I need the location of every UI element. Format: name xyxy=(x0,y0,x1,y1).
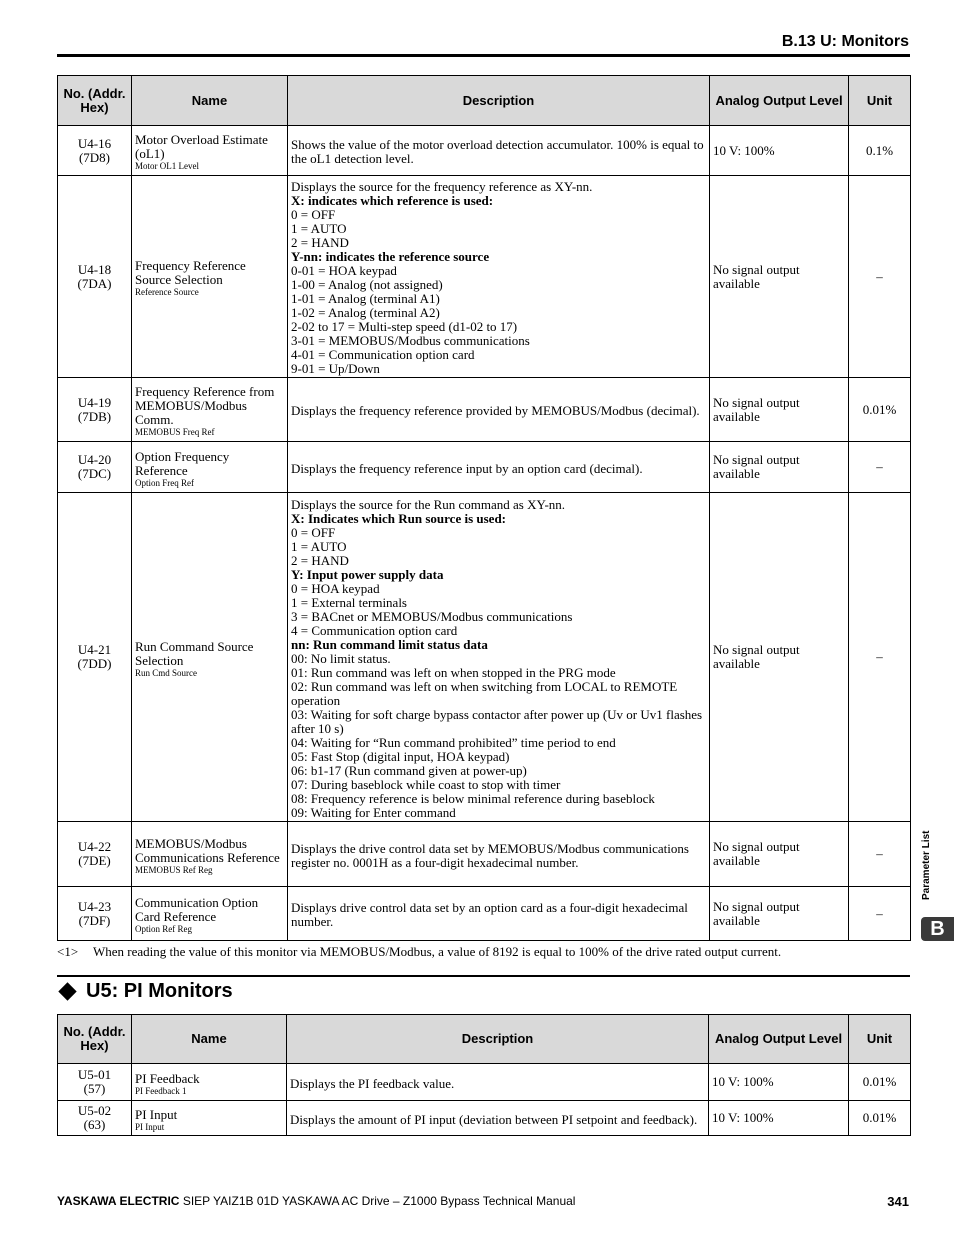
parameter-number: U5-02 xyxy=(77,1103,112,1118)
lcd-display-name: Option Freq Ref xyxy=(135,477,194,488)
parameter-number-cell xyxy=(58,1101,132,1136)
description-line: 4-01 = Communication option card xyxy=(291,347,475,362)
description-line: 1-01 = Analog (terminal A1) xyxy=(291,291,440,306)
description-line: 1 = AUTO xyxy=(291,221,347,236)
lcd-display-name: Reference Source xyxy=(135,287,199,297)
parameter-name-cell xyxy=(132,1064,287,1101)
page-number: 341 xyxy=(887,1194,909,1209)
description-line: 03: Waiting for soft charge bypass contactor after power up (Uv or Uv1 flashes after 10 s) xyxy=(291,706,703,736)
column-header-description: Description xyxy=(287,1015,709,1064)
parameter-number-cell xyxy=(58,442,132,493)
column-header-name: Name xyxy=(132,76,288,126)
parameter-number-cell xyxy=(58,822,132,887)
parameter-name: PI Feedback xyxy=(135,1070,200,1086)
column-header-description: Description xyxy=(288,76,710,126)
description-line: Displays the amount of PI input (deviation between PI setpoint and feedback). xyxy=(290,1111,698,1127)
description-line: 2 = HAND xyxy=(291,552,349,568)
parameter-name-cell xyxy=(132,176,288,378)
analog-output-level: 10 V: 100% xyxy=(709,1101,849,1136)
parameter-name: Communication Option Card Reference xyxy=(135,895,259,924)
table-row xyxy=(58,887,911,941)
parameter-number: U4-23 xyxy=(77,898,112,914)
table-row xyxy=(58,442,911,493)
parameter-number-cell xyxy=(58,176,132,378)
description-line: Y: Input power supply data xyxy=(291,566,444,582)
description-line: 3 = BACnet or MEMOBUS/Modbus communications xyxy=(291,608,573,624)
u5-monitor-table xyxy=(57,1014,911,1136)
parameter-name: Frequency Reference from MEMOBUS/Modbus Comm. xyxy=(135,384,275,427)
parameter-number: U4-16 xyxy=(77,135,112,151)
parameter-number-cell xyxy=(58,493,132,822)
description-line: Displays drive control data set by an option card as a four-digit hexadecimal number. xyxy=(291,900,688,929)
description-cell xyxy=(288,378,710,442)
description-line: Displays the source for the Run command as XY-nn. xyxy=(291,496,566,512)
description-cell xyxy=(288,176,710,378)
parameter-number-cell xyxy=(58,378,132,442)
section-header-title: B.13 U: Monitors xyxy=(781,33,909,50)
parameter-address: (7DC) xyxy=(77,466,112,481)
description-line: 05: Fast Stop (digital input, HOA keypad) xyxy=(291,748,510,764)
lcd-display-name: PI Input xyxy=(135,1121,165,1132)
lcd-display-name: Motor OL1 Level xyxy=(135,161,199,171)
description-line: 9-01 = Up/Down xyxy=(291,361,380,376)
footnote xyxy=(57,944,781,960)
table-row xyxy=(58,493,911,822)
parameter-address: (63) xyxy=(83,1117,106,1132)
description-cell xyxy=(288,887,710,941)
description-line: 0 = OFF xyxy=(291,524,336,540)
parameter-number: U4-20 xyxy=(77,452,112,467)
description-line: Shows the value of the motor overload detection accumulator. 100% is equal to the oL1 detection level. xyxy=(291,137,704,166)
column-header-analog-output: Analog Output Level xyxy=(710,76,849,126)
description-line: Displays the PI feedback value. xyxy=(290,1075,455,1091)
parameter-address: (7DA) xyxy=(77,275,112,291)
parameter-number: U4-22 xyxy=(77,839,112,854)
lcd-display-name: Option Ref Reg xyxy=(135,924,192,934)
description-line: 3-01 = MEMOBUS/Modbus communications xyxy=(291,333,530,348)
footer-manual-title: SIEP YAIZ1B 01D YASKAWA AC Drive – Z1000 Bypass Technical Manual xyxy=(182,1194,576,1208)
description-line: Displays the frequency reference input by an option card (decimal). xyxy=(291,460,643,476)
parameter-number-cell xyxy=(58,887,132,941)
column-header-unit: Unit xyxy=(849,1015,911,1064)
unit: – xyxy=(849,822,911,887)
footnote-mark: <1> xyxy=(57,944,79,959)
table-row xyxy=(58,378,911,442)
description-line: 1 = External terminals xyxy=(291,594,407,610)
description-line: 1-02 = Analog (terminal A2) xyxy=(291,305,440,320)
unit: 0.01% xyxy=(849,378,911,442)
section-heading-text: U5: PI Monitors xyxy=(86,980,233,1002)
unit: 0.01% xyxy=(849,1101,911,1136)
description-line: nn: Run command limit status data xyxy=(291,636,488,652)
table-row xyxy=(58,1064,911,1101)
description-line: 2-02 to 17 = Multi-step speed (d1-02 to 17) xyxy=(291,319,518,334)
u4-monitor-table xyxy=(57,75,911,941)
analog-output-level: No signal output available xyxy=(710,493,849,822)
description-line: 00: No limit status. xyxy=(291,650,391,666)
description-line: 08: Frequency reference is below minimal reference during baseblock xyxy=(291,790,655,806)
description-line: Displays the frequency reference provided by MEMOBUS/Modbus (decimal). xyxy=(291,403,700,418)
analog-output-level: No signal output available xyxy=(710,378,849,442)
description-cell xyxy=(287,1064,709,1101)
parameter-address: (7DE) xyxy=(78,853,111,868)
table-row xyxy=(58,126,911,176)
description-line: 06: b1-17 (Run command given at power-up) xyxy=(291,762,527,778)
description-line: X: indicates which reference is used: xyxy=(291,193,494,208)
parameter-address: (7D8) xyxy=(78,149,111,165)
section-rule xyxy=(57,975,910,977)
parameter-number-cell xyxy=(58,1064,132,1101)
parameter-name: PI Input xyxy=(135,1106,178,1122)
description-cell xyxy=(288,126,710,176)
description-line: Displays the source for the frequency reference as XY-nn. xyxy=(291,179,593,194)
description-line: 0 = OFF xyxy=(291,207,336,222)
parameter-name: Frequency Reference Source Selection xyxy=(135,258,246,287)
parameter-name: Option Frequency Reference xyxy=(135,448,230,478)
parameter-name: MEMOBUS/Modbus Communications Reference xyxy=(135,835,280,865)
description-line: 02: Run command was left on when switching from LOCAL to REMOTE operation xyxy=(291,678,678,708)
description-cell xyxy=(288,822,710,887)
unit: 0.1% xyxy=(849,126,911,176)
description-line: Displays the drive control data set by MEMOBUS/Modbus communications register no. 0001H as a four-digit hexadecimal number. xyxy=(291,840,689,870)
parameter-address: (7DB) xyxy=(77,408,112,424)
parameter-name-cell xyxy=(132,493,288,822)
unit: – xyxy=(849,493,911,822)
description-line: 0-01 = HOA keypad xyxy=(291,263,397,278)
section-heading xyxy=(57,980,233,1003)
parameter-name-cell xyxy=(132,126,288,176)
parameter-number: U4-19 xyxy=(77,394,112,410)
parameter-address: (57) xyxy=(83,1081,106,1096)
lcd-display-name: Run Cmd Source xyxy=(135,667,197,678)
parameter-name: Run Command Source Selection xyxy=(135,638,254,668)
table-row xyxy=(58,822,911,887)
description-cell xyxy=(287,1101,709,1136)
unit: – xyxy=(849,887,911,941)
lcd-display-name: MEMOBUS Freq Ref xyxy=(135,427,215,437)
parameter-number: U4-21 xyxy=(77,642,112,657)
footer-manual-info xyxy=(57,1194,575,1208)
side-tab-letter: B xyxy=(921,917,954,941)
parameter-number-cell xyxy=(58,126,132,176)
analog-output-level: No signal output available xyxy=(710,822,849,887)
description-line: Y-nn: indicates the reference source xyxy=(291,249,490,264)
parameter-address: (7DD) xyxy=(77,656,112,671)
parameter-name-cell xyxy=(132,822,288,887)
description-cell xyxy=(288,442,710,493)
description-line: 01: Run command was left on when stopped in the PRG mode xyxy=(291,664,616,680)
column-header-analog-output: Analog Output Level xyxy=(709,1015,849,1064)
unit: – xyxy=(849,176,911,378)
parameter-number: U5-01 xyxy=(77,1067,112,1082)
parameter-name-cell xyxy=(132,442,288,493)
parameter-name-cell xyxy=(132,1101,287,1136)
description-line: 04: Waiting for “Run command prohibited” time period to end xyxy=(291,734,616,750)
description-line: 1-00 = Analog (not assigned) xyxy=(291,277,443,292)
description-line: 1 = AUTO xyxy=(291,538,347,554)
header-rule xyxy=(57,54,910,57)
diamond-bullet-icon xyxy=(58,982,76,1000)
description-cell xyxy=(288,493,710,822)
analog-output-level: No signal output available xyxy=(710,176,849,378)
description-line: X: Indicates which Run source is used: xyxy=(291,510,507,526)
lcd-display-name: PI Feedback 1 xyxy=(135,1085,187,1096)
analog-output-level: No signal output available xyxy=(710,442,849,493)
description-line: 09: Waiting for Enter command xyxy=(291,804,456,820)
analog-output-level: 10 V: 100% xyxy=(710,126,849,176)
column-header-no: No. (Addr. Hex) xyxy=(58,1015,132,1064)
analog-output-level: No signal output available xyxy=(710,887,849,941)
footer-brand: YASKAWA ELECTRIC xyxy=(57,1194,180,1208)
parameter-name-cell xyxy=(132,887,288,941)
parameter-number: U4-18 xyxy=(77,261,112,277)
column-header-no: No. (Addr. Hex) xyxy=(58,76,132,126)
side-tab-label: Parameter List xyxy=(921,830,932,900)
table-row xyxy=(58,1101,911,1136)
description-line: 0 = HOA keypad xyxy=(291,580,380,596)
description-line: 07: During baseblock while coast to stop with timer xyxy=(291,776,561,792)
table-row xyxy=(58,176,911,378)
parameter-name-cell xyxy=(132,378,288,442)
description-line: 2 = HAND xyxy=(291,235,349,250)
column-header-unit: Unit xyxy=(849,76,911,126)
parameter-address: (7DF) xyxy=(78,912,111,928)
footnote-text: When reading the value of this monitor via MEMOBUS/Modbus, a value of 8192 is equal to 100% of the drive rated output current. xyxy=(93,944,782,959)
parameter-name: Motor Overload Estimate (oL1) xyxy=(135,132,268,161)
unit: 0.01% xyxy=(849,1064,911,1101)
description-line: 4 = Communication option card xyxy=(291,622,458,638)
unit: – xyxy=(849,442,911,493)
analog-output-level: 10 V: 100% xyxy=(709,1064,849,1101)
lcd-display-name: MEMOBUS Ref Reg xyxy=(135,864,213,875)
column-header-name: Name xyxy=(132,1015,287,1064)
